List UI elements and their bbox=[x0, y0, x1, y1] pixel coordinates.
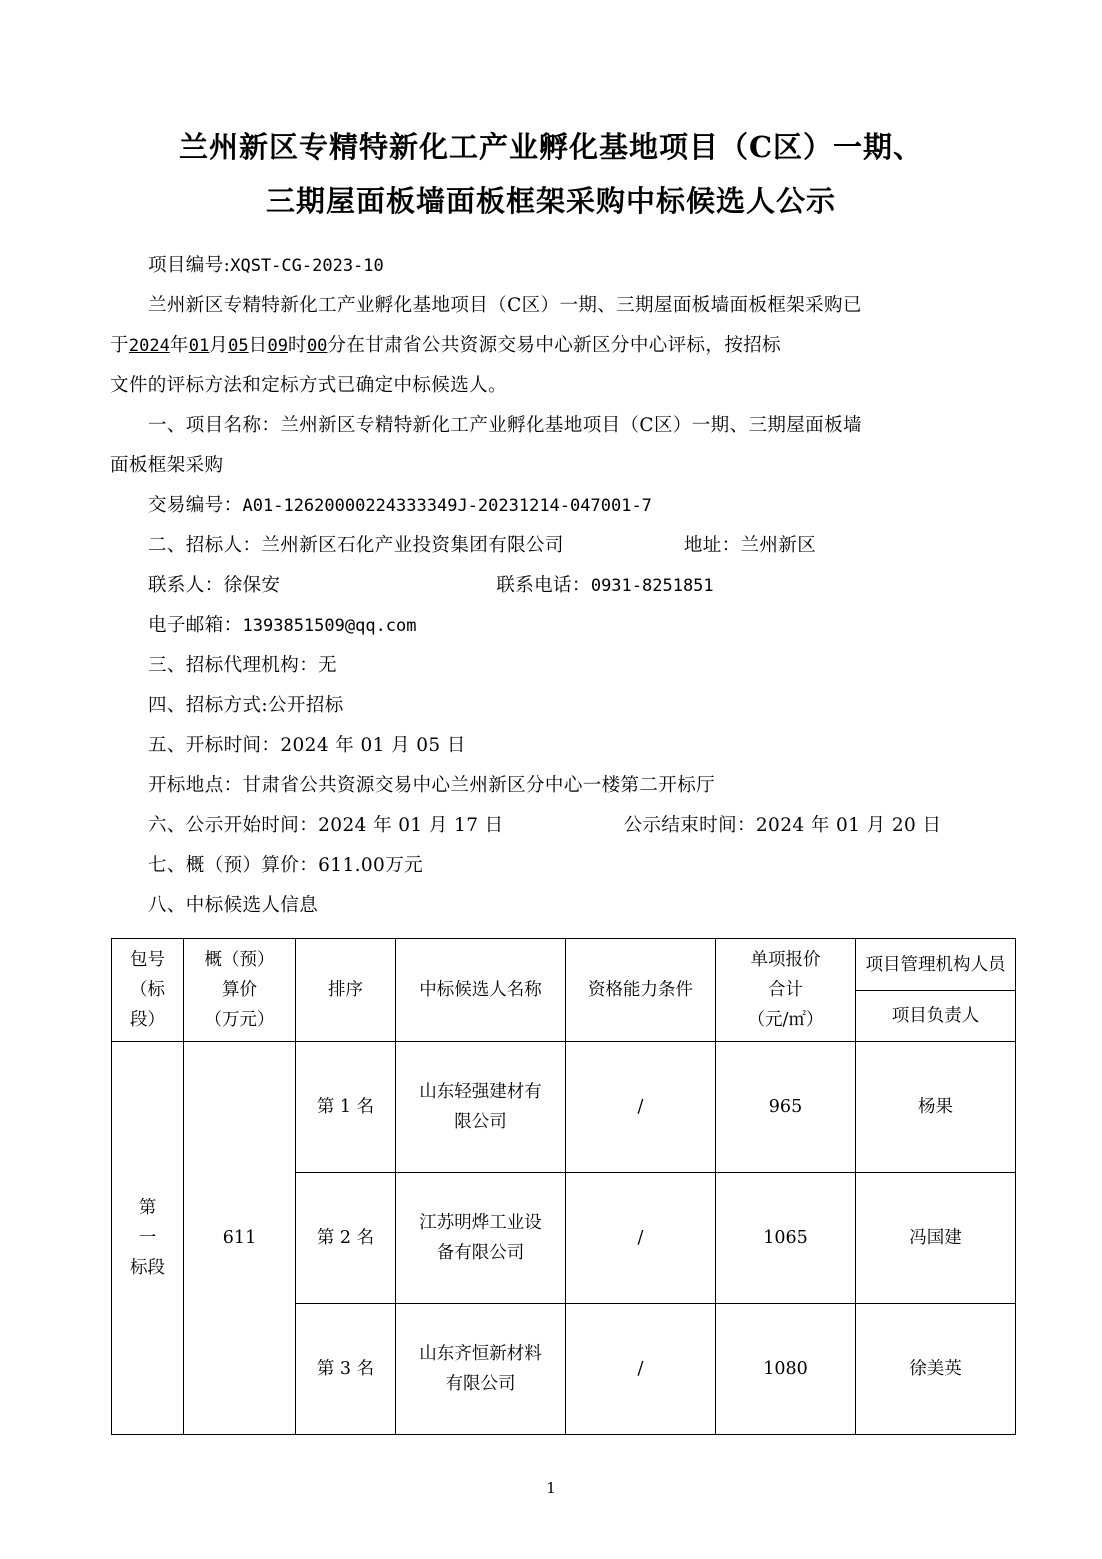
cell-rank-2: 第 2 名 bbox=[296, 1173, 396, 1304]
header-candidate-name: 中标候选人名称 bbox=[396, 939, 566, 1042]
cell-budget-section: 611 bbox=[184, 1042, 296, 1435]
item-6-publicity-period bbox=[110, 806, 992, 846]
header-package-l3: 段） bbox=[130, 1010, 165, 1030]
cell-name-3-l2: 有限公司 bbox=[445, 1374, 516, 1394]
header-package bbox=[112, 939, 184, 1042]
contact-line bbox=[110, 566, 992, 606]
email-line bbox=[110, 606, 992, 646]
item-5-open-place bbox=[110, 766, 992, 806]
cell-qual-3: / bbox=[566, 1304, 716, 1435]
header-budget bbox=[184, 939, 296, 1042]
intro-day: 05 bbox=[228, 336, 249, 356]
cell-name-3 bbox=[396, 1304, 566, 1435]
item-5-open-time bbox=[110, 726, 992, 766]
contact-value: 徐保安 bbox=[223, 575, 281, 596]
item-2-bidder-line bbox=[110, 526, 992, 566]
header-project-leader: 项目负责人 bbox=[891, 1005, 980, 1026]
contact-label: 联系人： bbox=[148, 575, 224, 596]
item-3-agency: 三、招标代理机构：无 bbox=[148, 655, 338, 676]
intro-year: 2024 bbox=[128, 336, 170, 356]
header-budget-l3: （万元） bbox=[204, 1010, 275, 1030]
cell-name-2-l1: 江苏明烨工业设 bbox=[419, 1213, 542, 1233]
item-2-address-label: 地址： bbox=[683, 535, 741, 556]
item-2-value: 兰州新区石化产业投资集团有限公司 bbox=[261, 535, 564, 556]
header-budget-l2: 算价 bbox=[222, 980, 257, 1000]
item-1-label: 一、项目名称： bbox=[148, 415, 281, 436]
project-number-label: 项目编号: bbox=[148, 255, 231, 276]
page-title-line-1: 兰州新区专精特新化工产业孵化基地项目（C区）一期、 bbox=[178, 130, 924, 164]
intro-prefix: 于 bbox=[110, 335, 129, 356]
item-6-end-label: 公示结束时间： bbox=[623, 815, 756, 836]
item-6-end-value: 2024 年 01 月 20 日 bbox=[755, 815, 942, 836]
cell-name-2 bbox=[396, 1173, 566, 1304]
page-number: 1 bbox=[546, 1479, 556, 1497]
candidates-table bbox=[111, 938, 1016, 1435]
header-project-management-title: 项目管理机构人员 bbox=[856, 940, 1015, 991]
cell-package-section bbox=[112, 1042, 184, 1435]
cell-name-1-l1: 山东轻强建材有 bbox=[419, 1082, 542, 1102]
item-1-value-line-1: 兰州新区专精特新化工产业孵化基地项目（C区）一期、三期屋面板墙 bbox=[280, 415, 862, 436]
intro-month: 01 bbox=[188, 336, 210, 356]
item-5-label: 五、开标时间： bbox=[148, 735, 281, 756]
item-1-project-name bbox=[110, 406, 992, 446]
cell-qual-1: / bbox=[566, 1042, 716, 1173]
project-number-value: XQST-CG-2023-10 bbox=[230, 256, 384, 276]
cell-price-3: 1080 bbox=[716, 1304, 856, 1435]
header-package-l2: （标 bbox=[130, 980, 165, 1000]
intro-day-unit: 日 bbox=[248, 335, 268, 356]
cell-name-1-l2: 限公司 bbox=[454, 1112, 507, 1132]
header-unit-price bbox=[716, 939, 856, 1042]
item-7-budget: 七、概（预）算价：611.00万元 bbox=[148, 855, 424, 876]
cell-leader-1: 杨果 bbox=[856, 1042, 1016, 1173]
header-unit-price-l3: （元/㎡） bbox=[747, 1010, 824, 1030]
cell-price-2: 1065 bbox=[716, 1173, 856, 1304]
header-unit-price-l2: 合计 bbox=[768, 980, 803, 1000]
intro-year-unit: 年 bbox=[169, 335, 189, 356]
cell-qual-2: / bbox=[566, 1173, 716, 1304]
email-value: 1393851509@qq.com bbox=[242, 616, 417, 636]
cell-package-l2: 一 bbox=[138, 1228, 157, 1248]
header-rank: 排序 bbox=[296, 939, 396, 1042]
item-2-address-value: 兰州新区 bbox=[740, 535, 817, 556]
intro-minute: 00 bbox=[306, 336, 328, 356]
header-budget-l1: 概（预） bbox=[204, 950, 275, 970]
item-6-label: 六、公示开始时间： bbox=[148, 815, 319, 836]
intro-paragraph-line-1 bbox=[110, 286, 992, 326]
item-5-place-label: 开标地点： bbox=[148, 775, 243, 796]
intro-tail: 分在甘肃省公共资源交易中心新区分中心评标，按招标 bbox=[327, 335, 782, 356]
header-package-l1: 包号 bbox=[130, 950, 165, 970]
page-title bbox=[110, 120, 992, 228]
email-label: 电子邮箱： bbox=[148, 615, 243, 636]
trade-number-value: A01-12620000224333349J-20231214-047001-7 bbox=[242, 496, 652, 516]
header-qualification: 资格能力条件 bbox=[566, 939, 716, 1042]
cell-package-l1: 第 bbox=[138, 1198, 157, 1218]
header-unit-price-l1: 单项报价 bbox=[750, 950, 821, 970]
trade-number-label: 交易编号： bbox=[148, 495, 243, 516]
header-project-management bbox=[856, 939, 1016, 1042]
intro-paragraph-line-2 bbox=[110, 326, 992, 366]
intro-hour-unit: 时 bbox=[288, 335, 307, 356]
cell-name-1 bbox=[396, 1042, 566, 1173]
phone-label: 联系电话： bbox=[496, 575, 591, 596]
cell-rank-3: 第 3 名 bbox=[296, 1304, 396, 1435]
item-4-bid-method: 四、招标方式:公开招标 bbox=[148, 695, 344, 716]
project-number-line bbox=[110, 246, 992, 286]
item-1-value-line-2: 面板框架采购 bbox=[110, 455, 224, 476]
cell-package-l3: 标段 bbox=[130, 1258, 165, 1278]
intro-paragraph-line-3: 文件的评标方法和定标方式已确定中标候选人。 bbox=[110, 375, 507, 396]
cell-price-1: 965 bbox=[716, 1042, 856, 1173]
cell-name-3-l1: 山东齐恒新材料 bbox=[419, 1344, 542, 1364]
item-5-place-value: 甘肃省公共资源交易中心兰州新区分中心一楼第二开标厅 bbox=[242, 775, 716, 796]
intro-hour: 09 bbox=[267, 336, 289, 356]
cell-name-2-l2: 备有限公司 bbox=[436, 1243, 525, 1263]
cell-leader-3: 徐美英 bbox=[856, 1304, 1016, 1435]
item-6-value: 2024 年 01 月 17 日 bbox=[318, 815, 504, 836]
intro-month-unit: 月 bbox=[209, 335, 229, 356]
table-row bbox=[112, 1042, 1016, 1173]
cell-rank-1: 第 1 名 bbox=[296, 1042, 396, 1173]
phone-value: 0931-8251851 bbox=[590, 576, 714, 596]
item-5-value: 2024 年 01 月 05 日 bbox=[280, 735, 466, 756]
intro-text-1: 兰州新区专精特新化工产业孵化基地项目（C区）一期、三期屋面板墙面板框架采购已 bbox=[148, 295, 862, 316]
trade-number-line bbox=[110, 486, 992, 526]
page-title-line-2: 三期屋面板墙面板框架采购中标候选人公示 bbox=[265, 184, 836, 218]
item-2-label: 二、招标人： bbox=[148, 535, 262, 556]
item-8-candidates-heading: 八、中标候选人信息 bbox=[148, 895, 319, 916]
cell-leader-2: 冯国建 bbox=[856, 1173, 1016, 1304]
